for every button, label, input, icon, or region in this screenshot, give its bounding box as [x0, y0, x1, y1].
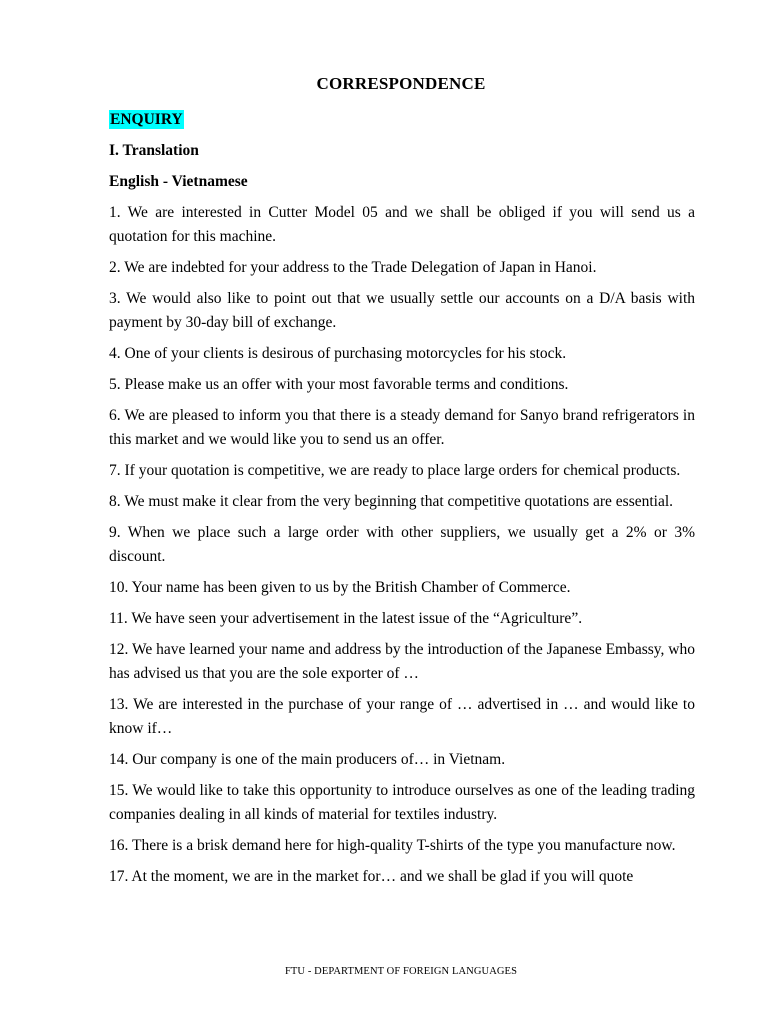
subheading-language-pair: English - Vietnamese — [109, 173, 248, 190]
section-label-enquiry: ENQUIRY — [110, 111, 183, 128]
subheading-translation: I. Translation — [109, 142, 199, 159]
list-item: 3. We would also like to point out that we usually settle our accounts on a D/A basis with payment by 30-day bill of exchange. — [109, 290, 695, 331]
list-item: 10. Your name has been given to us by the British Chamber of Commerce. — [109, 579, 571, 596]
list-item: 6. We are pleased to inform you that there is a steady demand for Sanyo brand refrigerators in this market and we would like you to send us an offer. — [109, 407, 695, 448]
list-item: 15. We would like to take this opportunity to introduce ourselves as one of the leading trading companies dealing in all kinds of material for textiles industry. — [109, 782, 695, 823]
list-item: 14. Our company is one of the main producers of… in Vietnam. — [109, 751, 506, 768]
list-item: 8. We must make it clear from the very beginning that competitive quotations are essential. — [109, 493, 674, 510]
list-item: 12. We have learned your name and address by the introduction of the Japanese Embassy, who has advised us that you are the sole exporter of … — [109, 641, 695, 682]
list-item: 16. There is a brisk demand here for high-quality T-shirts of the type you manufacture now. — [109, 837, 676, 854]
sentence-list — [109, 201, 695, 896]
list-item: 9. When we place such a large order with other suppliers, we usually get a 2% or 3% discount. — [109, 524, 695, 565]
list-item: 7. If your quotation is competitive, we are ready to place large orders for chemical products. — [109, 462, 681, 479]
page-title: CORRESPONDENCE — [316, 74, 486, 93]
list-item: 11. We have seen your advertisement in the latest issue of the “Agriculture”. — [109, 610, 583, 627]
page-footer: FTU - DEPARTMENT OF FOREIGN LANGUAGES — [284, 966, 518, 977]
list-item: 13. We are interested in the purchase of your range of … advertised in … and would like to know if… — [109, 696, 695, 737]
list-item: 1. We are interested in Cutter Model 05 and we shall be obliged if you will send us a quotation for this machine. — [109, 204, 695, 245]
list-item: 4. One of your clients is desirous of purchasing motorcycles for his stock. — [109, 345, 567, 362]
list-item: 17. At the moment, we are in the market for… and we shall be glad if you will quote — [109, 868, 634, 885]
list-item: 5. Please make us an offer with your most favorable terms and conditions. — [109, 376, 569, 393]
list-item: 2. We are indebted for your address to the Trade Delegation of Japan in Hanoi. — [109, 259, 597, 276]
